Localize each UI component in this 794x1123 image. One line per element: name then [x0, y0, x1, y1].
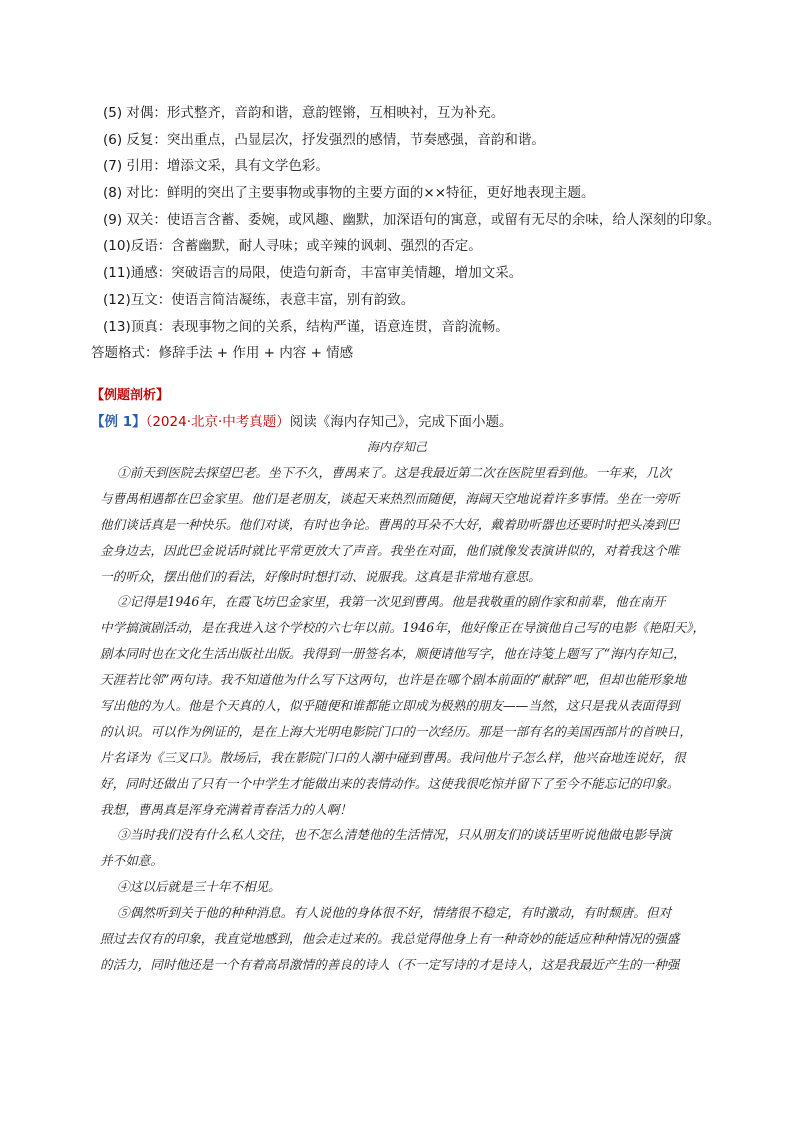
section-title: 【例题剖析】 [91, 388, 170, 403]
passage-line: 他们谈话真是一种快乐。他们对谈，有时也争论。曹禺的耳朵不大好，戴着助听器也还要时时把头凑到巴 [100, 516, 680, 532]
answer-format: 答题格式：修辞手法 + 作用 + 内容 + 情感 [91, 345, 354, 362]
passage-line: 一的听众，摆出他们的看法，好像时时想打动、说服我。这真是非常地有意思。 [100, 568, 541, 584]
passage-line: 我想，曹禺真是浑身充满着青春活力的人啊！ [100, 801, 352, 817]
list-item: (12)互文：使语言简洁凝练，表意丰富，别有韵致。 [103, 291, 415, 308]
passage-body [100, 460, 740, 978]
passage-line: 天涯若比邻”两句诗。我不知道他为什么写下这两句，也许是在哪个剧本前面的“献辞”吧，但却也能形象地 [100, 672, 687, 688]
list-item: (11)通感：突破语言的局限，使造句新奇，丰富审美情趣，增加文采。 [103, 265, 523, 282]
passage-line: 写出他的为人。他是个天真的人，似乎随便和谁都能立即成为极熟的朋友——当然，这只是我从表面得到 [100, 698, 680, 714]
example-instruction: 阅读《海内存知己》，完成下面小题。 [289, 414, 513, 430]
passage-line: 片名译为《三叉口》。散场后，我在影院门口的人潮中碰到曹禺。我问他片子怎么样，他兴奋地连说好，很 [100, 749, 686, 765]
passage-line: ②记得是1946年，在霞飞坊巴金家里，我第一次见到曹禺。他是我敬重的剧作家和前辈，他在南开 [117, 594, 666, 610]
rhetoric-list [91, 100, 743, 367]
passage-line: 的活力，同时他还是一个有着高昂激情的善良的诗人（不一定写诗的才是诗人，这是我最近产生的一种强 [100, 956, 680, 972]
list-item: (10)反语：含蓄幽默，耐人寻味；或辛辣的讽刺、强烈的否定。 [103, 238, 482, 255]
passage-line: 剧本同时也在文化生活出版社出版。我得到一册签名本，顺便请他写字，他在诗笺上题写了“海内存知己， [100, 646, 686, 662]
passage-line: ④这以后就是三十年不相见。 [117, 879, 281, 895]
passage-line: 金身边去，因此巴金说话时就比平常更放大了声音。我坐在对面，他们就像发表演讲似的，对着我这个唯 [100, 542, 680, 558]
example-label: 【例 1】 [91, 414, 146, 430]
passage-line: 中学搞演剧活动，是在我进入这个学校的六七年以前。1946年，他好像正在导演他自己写的电影《艳阳天》， [100, 620, 706, 636]
example-heading [91, 410, 513, 430]
list-item: (6) 反复：突出重点，凸显层次，抒发强烈的感情，节奏感强，音韵和谐。 [103, 131, 545, 148]
passage-line: 与曹禺相遇都在巴金家里。他们是老朋友，谈起天来热烈而随便，海阔天空地说着许多事情。坐在一旁听 [100, 490, 680, 506]
list-item: (9) 双关：使语言含蓄、委婉，或风趣、幽默，加深语句的寓意，或留有无尽的余味，给人深刻的印象。 [103, 211, 721, 228]
list-item: (13)顶真：表现事物之间的关系，结构严谨，语意连贯，音韵流畅。 [103, 318, 509, 335]
list-item: (5) 对偶：形式整齐，音韵和谐，意韵铿锵，互相映衬，互为补充。 [103, 105, 505, 121]
list-item: (8) 对比：鲜明的突出了主要事物或事物的主要方面的××特征，更好地表现主题。 [103, 185, 595, 202]
passage-line: 的认识。可以作为例证的，是在上海大光明电影院门口的一次经历。那是一部有名的美国西部片的首映日， [100, 723, 692, 739]
passage-line: ①前天到医院去探望巴老。坐下不久，曹禺来了。这是我最近第二次在医院里看到他。一年来，几次 [117, 465, 672, 480]
passage-line: 并不如意。 [100, 853, 163, 869]
passage-line: 照过去仅有的印象，我直觉地感到，他会走过来的。我总觉得他身上有一种奇妙的能适应种种情况的强盛 [100, 931, 680, 947]
list-item: (7) 引用：增添文采，具有文学色彩。 [103, 158, 329, 175]
example-source: （2024·北京·中考真题） [145, 414, 290, 430]
passage-line: ③当时我们没有什么私人交往，也不怎么清楚他的生活情况，只从朋友们的谈话里听说他做电影导演 [117, 827, 672, 843]
passage-line: 好，同时还做出了只有一个中学生才能做出来的表情动作。这使我很吃惊并留下了至今不能忘记的印象。 [100, 775, 680, 791]
passage-line: ⑤偶然听到关于他的种种消息。有人说他的身体很不好，情绪很不稳定，有时激动，有时颓唐。但对 [117, 905, 672, 921]
passage-title: 海内存知己 [366, 440, 427, 454]
